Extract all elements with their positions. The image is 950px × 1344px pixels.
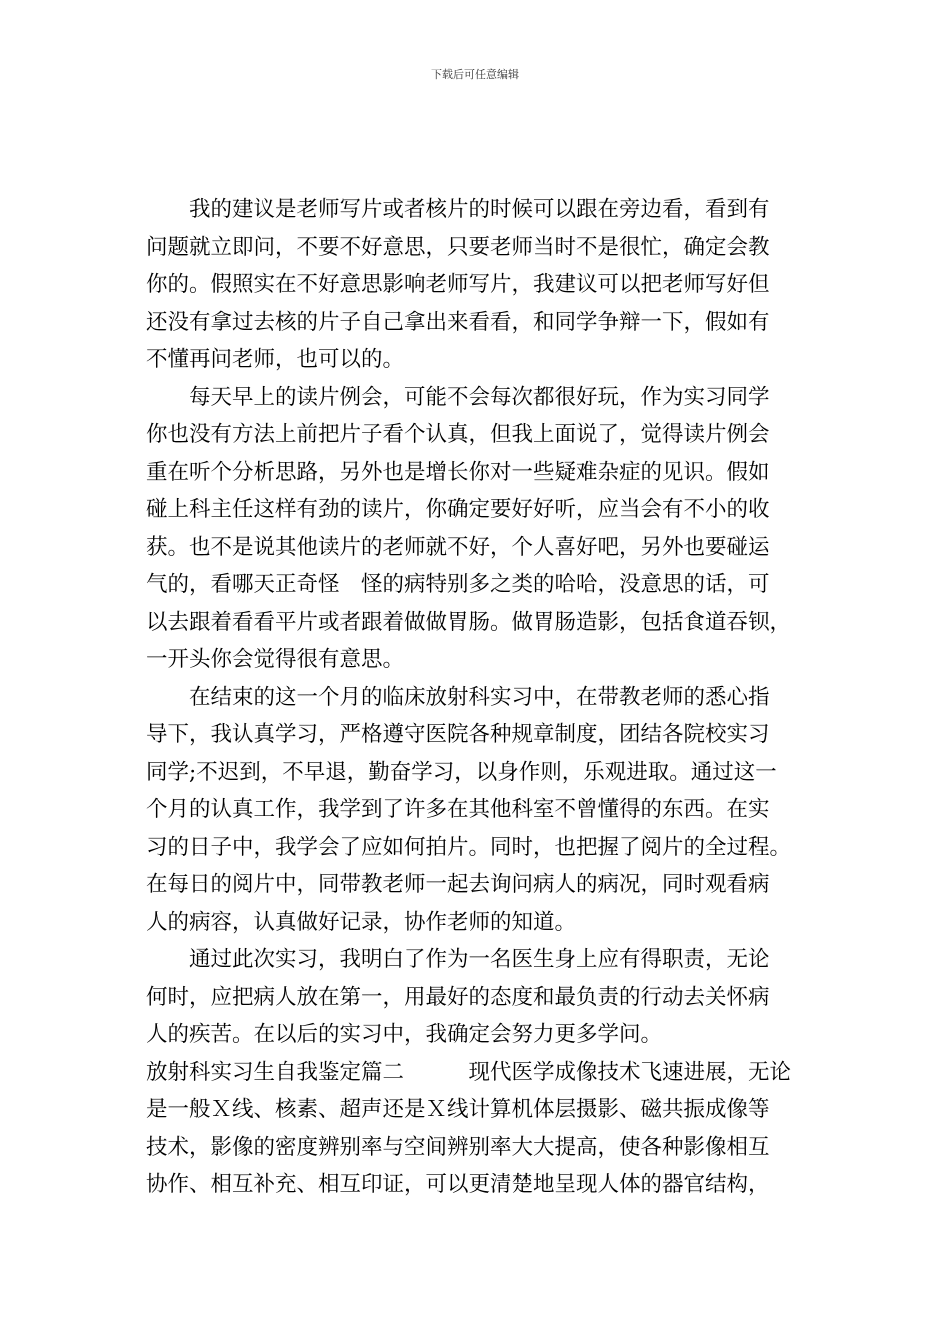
text-line: 我的建议是老师写片或者核片的时候可以跟在旁边看，看到有 — [146, 197, 770, 222]
text-line: 在每日的阅片中，同带教老师一起去询问病人的病况，同时观看病 — [146, 872, 770, 897]
text-line: 何时，应把病人放在第一，用最好的态度和最负责的行动去关怀病 — [146, 985, 770, 1010]
text-line: 通过此次实习，我明白了作为一名医生身上应有得职责，无论 — [146, 947, 770, 972]
text-line: 重在听个分析思路，另外也是增长你对一些疑难杂症的见识。假如 — [146, 460, 770, 485]
text-line: 碰上科主任这样有劲的读片，你确定要好好听，应当会有不小的收 — [146, 497, 770, 522]
text-line: 每天早上的读片例会，可能不会每次都很好玩，作为实习同学 — [146, 385, 770, 410]
text-line: 不懂再问老师，也可以的。 — [146, 347, 405, 372]
text-line: 一开头你会觉得很有意思。 — [146, 647, 405, 672]
text-line: 气的，看哪天正奇怪 怪的病特别多之类的哈哈，没意思的话，可 — [146, 572, 770, 597]
text-line: 同学;不迟到，不早退，勤奋学习，以身作则，乐观进取。通过这一 — [146, 760, 777, 785]
text-line: 问题就立即问，不要不好意思，只要老师当时不是很忙，确定会教 — [146, 235, 770, 260]
page-header: 下载后可任意编辑 — [431, 68, 519, 81]
text-line: 在结束的这一个月的临床放射科实习中，在带教老师的悉心指 — [146, 685, 770, 710]
text-line: 还没有拿过去核的片子自己拿出来看看，和同学争辩一下，假如有 — [146, 310, 770, 335]
text-line: 以去跟着看看平片或者跟着做做胃肠。做胃肠造影，包括食道吞钡， — [146, 610, 792, 635]
section-heading-line: 放射科实习生自我鉴定篇二 现代医学成像技术飞速进展，无论 — [146, 1060, 792, 1085]
text-line: 人的疾苦。在以后的实习中，我确定会努力更多学问。 — [146, 1022, 663, 1047]
text-line: 你的。假照实在不好意思影响老师写片，我建议可以把老师写好但 — [146, 272, 770, 297]
text-line: 人的病容，认真做好记录，协作老师的知道。 — [146, 910, 577, 935]
text-line: 是一般Ｘ线、核素、超声还是Ｘ线计算机体层摄影、磁共振成像等 — [146, 1097, 770, 1122]
text-line: 个月的认真工作，我学到了许多在其他科室不曾懂得的东西。在实 — [146, 797, 770, 822]
text-line: 技术，影像的密度辨别率与空间辨别率大大提高，使各种影像相互 — [146, 1135, 770, 1160]
text-line: 获。也不是说其他读片的老师就不好，个人喜好吧，另外也要碰运 — [146, 535, 770, 560]
text-line: 导下，我认真学习，严格遵守医院各种规章制度，团结各院校实习 — [146, 722, 770, 747]
text-line: 习的日子中，我学会了应如何拍片。同时，也把握了阅片的全过程。 — [146, 835, 792, 860]
text-line: 你也没有方法上前把片子看个认真，但我上面说了，觉得读片例会 — [146, 422, 770, 447]
text-line: 协作、相互补充、相互印证，可以更清楚地呈现人体的器官结构， — [146, 1172, 770, 1197]
